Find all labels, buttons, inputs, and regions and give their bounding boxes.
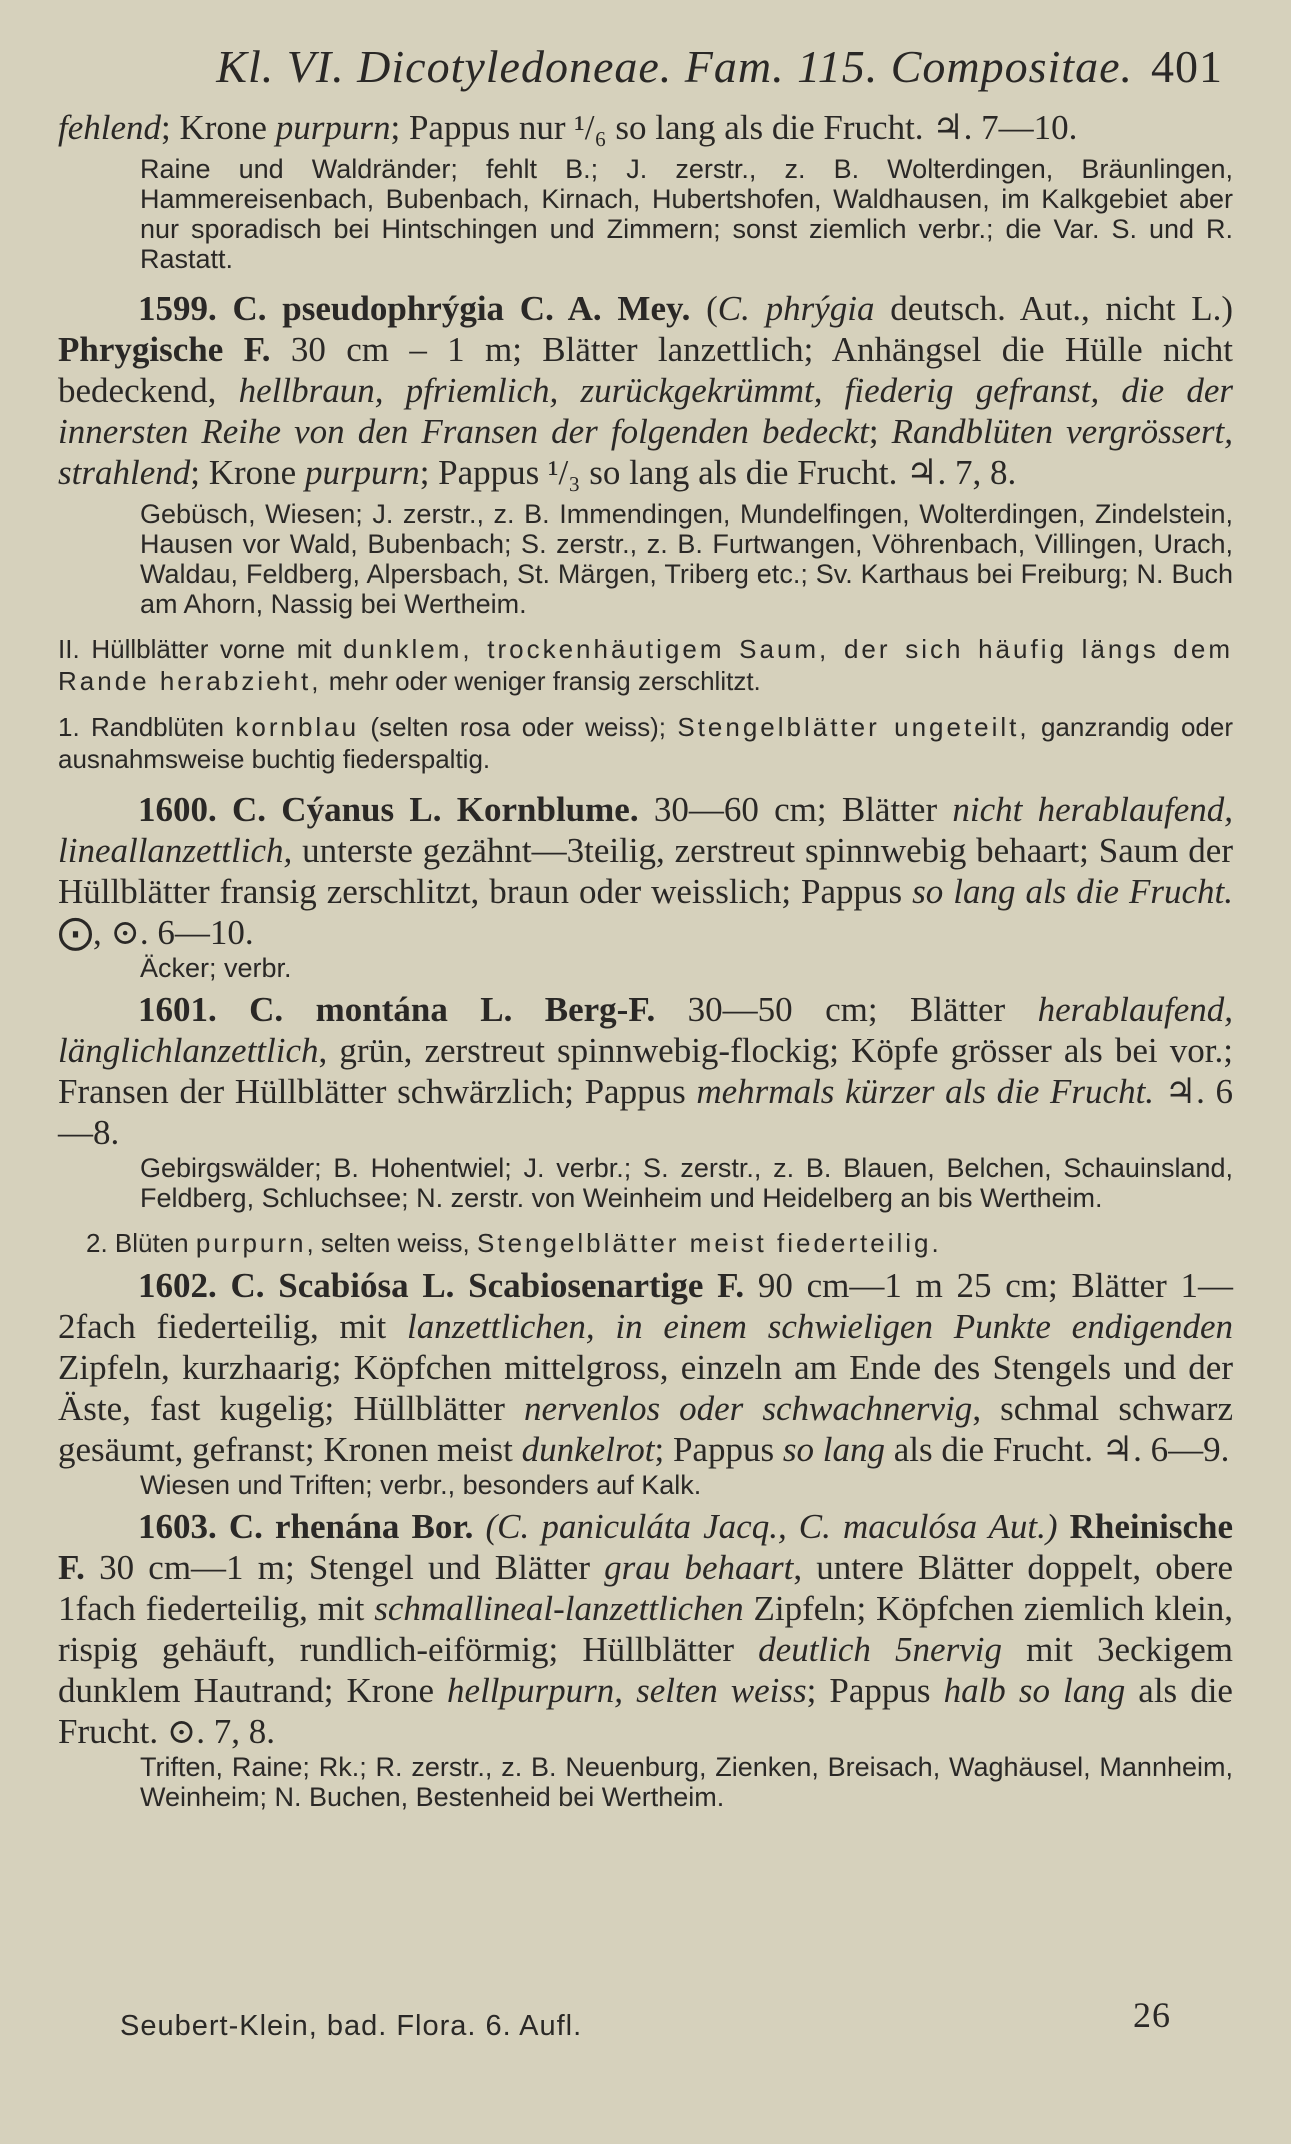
- common-name: Scabiosenartige F.: [468, 1266, 745, 1305]
- text-fragment: , schmal schwarz gesäumt, gefranst; Kronen meist: [58, 1389, 1233, 1469]
- key-lead-1: [58, 711, 1233, 775]
- habitat-note: Raine und Waldränder; fehlt B.; J. zerstr., z. B. Wolterdingen, Bräunlingen, Hammereisenbach, Bubenbach, Kirnach, Hubertshofen, Waldhausen, im Kalkgebiet aber nur sporadisch bei Hintschingen und Zimmern; sonst ziemlich verbr.; die Var. S. und R. Rastatt.: [140, 154, 1233, 274]
- text-fragment: 30—60 cm; Blätter: [638, 790, 953, 829]
- text-fragment: nicht herablaufend, lineallanzettlich,: [58, 790, 1234, 870]
- text-fragment: (selten rosa oder weiss);: [359, 712, 678, 742]
- species-name: C. pseudophrýgia C. A. Mey.: [232, 289, 691, 328]
- text-fragment: ; Krone: [161, 108, 276, 147]
- species-number: 1602.: [138, 1266, 217, 1305]
- text-fragment: ; Pappus nur ¹/₆ so lang als die Frucht. ♃. 7—10.: [390, 108, 1078, 147]
- species-number: 1599.: [138, 289, 217, 328]
- text-fragment: ⨀, ⊙. 6—10.: [58, 913, 254, 952]
- text-fragment: ;: [868, 412, 892, 451]
- species-name: C. Scabiósa L.: [230, 1266, 455, 1305]
- habitat-note: Äcker; verbr.: [140, 953, 292, 983]
- habitat-note: Triften, Raine; Rk.; R. zerstr., z. B. Neuenburg, Zienken, Breisach, Waghäusel, Mannheim, Weinheim; N. Buchen, Bestenheid bei Wertheim.: [140, 1752, 1233, 1812]
- species-entry-1603: [58, 1506, 1233, 1752]
- habitat-note: Wiesen und Triften; verbr., besonders auf Kalk.: [140, 1470, 702, 1500]
- text-fragment: ; Pappus: [806, 1671, 944, 1710]
- text-fragment: Zipfeln, kurzhaarig; Köpfchen mittelgross, einzeln am Ende des Stengels und der Äste, fast kugelig; Hüllblätter: [58, 1348, 1233, 1428]
- text-fragment: , grün, zerstreut spinnwebig-flockig; Köpfe grösser als bei vor.; Fransen der Hüllblätter schwärzlich; Pappus: [58, 1031, 1233, 1111]
- text-fragment: so lang als die Frucht.: [912, 872, 1233, 911]
- text-fragment: mit 3eckigem dunklem Hautrand; Krone: [58, 1630, 1233, 1710]
- text-fragment: ; Pappus ¹/₃ so lang als die Frucht. ♃. 7, 8.: [419, 453, 1017, 492]
- text-fragment: Randblüten vergrössert, strahlend: [58, 412, 1233, 492]
- text-fragment: dunklem, trockenhäutigem Saum, der sich häufig längs dem Rande herabzieht,: [58, 634, 1234, 696]
- text-fragment: purpurn: [304, 453, 420, 492]
- text-fragment: , selten weiss,: [306, 1228, 477, 1258]
- common-name: Rheinische F.: [58, 1507, 1234, 1587]
- text-fragment: 1. Randblüten: [58, 712, 236, 742]
- text-fragment: hellbraun, pfriemlich, zurückgekrümmt, fiederig gefranst, die der innersten Reihe von den Fransen der folgenden bedeckt: [58, 371, 1234, 451]
- text-fragment: 30—50 cm; Blätter: [655, 990, 1038, 1029]
- text-fragment: 90 cm—1 m 25 cm; Blätter 1—2fach fiederteilig, mit: [58, 1266, 1233, 1346]
- text-fragment: Stengelblätter meist fiederteilig.: [477, 1228, 942, 1258]
- text-fragment: fehlend: [58, 108, 162, 147]
- species-name: C. rhenána Bor.: [228, 1507, 474, 1546]
- text-fragment: deutsch. Aut., nicht L.): [874, 289, 1234, 328]
- text-fragment: als die Frucht. ⊙. 7, 8.: [58, 1671, 1233, 1751]
- key-lead-2: [58, 1227, 1233, 1259]
- text-fragment: Stengelblätter ungeteilt,: [677, 712, 1030, 742]
- header-title: Kl. VI. Dicotyledoneae. Fam. 115. Compositae.: [216, 41, 1133, 92]
- species-entry-1600: [58, 789, 1233, 953]
- synonym: (C. paniculáta Jacq., C. maculósa Aut.): [473, 1507, 1058, 1546]
- text-fragment: hellpurpurn, selten weiss: [447, 1671, 807, 1710]
- text-fragment: unterste gezähnt—3teilig, zerstreut spinnwebig behaart; Saum der Hüllblätter fransig zerschlitzt, braun oder weisslich; Pappus: [58, 831, 1233, 911]
- running-header: [58, 40, 1233, 93]
- text-fragment: 30 cm – 1 m; Blätter lanzettlich; Anhängsel die Hülle nicht bedeckend,: [58, 330, 1233, 410]
- species-entry-1599: [58, 288, 1233, 493]
- text-fragment: purpurn: [195, 1228, 307, 1258]
- text-fragment: kornblau: [235, 712, 360, 742]
- text-fragment: grau behaart: [604, 1548, 794, 1587]
- page-number: 401: [1151, 41, 1223, 92]
- text-fragment: Zipfeln; Köpfchen ziemlich klein, rispig gehäuft, rundlich-eiförmig; Hüllblätter: [58, 1589, 1233, 1669]
- species-name: C. montána L.: [249, 990, 513, 1029]
- text-fragment: als die Frucht. ♃. 6—9.: [884, 1430, 1230, 1469]
- text-fragment: lanzettlichen, in einem schwieligen Punkte endigenden: [407, 1307, 1233, 1346]
- species-entry-1602: [58, 1265, 1233, 1470]
- species-name: C. Cýanus L.: [232, 790, 442, 829]
- text-fragment: ganzrandig oder ausnahmsweise buchtig fiederspaltig.: [58, 712, 1234, 774]
- species-entry-1601: [58, 989, 1233, 1153]
- text-fragment: ; Krone: [190, 453, 305, 492]
- text-fragment: halb so lang: [943, 1671, 1126, 1710]
- signature-mark: 26: [1133, 1995, 1171, 2035]
- common-name: Phrygische F.: [58, 330, 271, 369]
- text-fragment: (: [690, 289, 718, 328]
- page-footer: [120, 1995, 1171, 2043]
- common-name: Berg-F.: [544, 990, 656, 1029]
- text-fragment: deutlich 5nervig: [758, 1630, 1002, 1669]
- text-fragment: herablaufend, länglichlanzettlich: [58, 990, 1233, 1070]
- text-fragment: 2. Blüten: [86, 1228, 196, 1258]
- common-name: Kornblume.: [456, 790, 639, 829]
- text-fragment: nervenlos oder schwachnervig: [524, 1389, 973, 1428]
- footer-imprint: Seubert-Klein, bad. Flora. 6. Aufl.: [120, 2010, 583, 2042]
- text-fragment: dunkelrot: [521, 1430, 655, 1469]
- text-fragment: , untere Blätter doppelt, obere 1fach fiederteilig, mit: [58, 1548, 1234, 1628]
- text-fragment: ♃. 6—8.: [58, 1072, 1233, 1152]
- text-fragment: II. Hüllblätter vorne mit: [58, 634, 344, 664]
- species-number: 1603.: [138, 1507, 217, 1546]
- habitat-note: Gebüsch, Wiesen; J. zerstr., z. B. Immendingen, Mundelfingen, Wolterdingen, Zindelstein, Hausen vor Wald, Bubenbach; S. zerstr., z. B. Furtwangen, Vöhrenbach, Villingen, Urach, Waldau, Feldberg, Alpersbach, St. Märgen, Triberg etc.; Sv. Karthaus bei Freiburg; N. Buch am Ahorn, Nassig bei Wertheim.: [140, 499, 1233, 619]
- text-fragment: ; Pappus: [654, 1430, 783, 1469]
- species-number: 1601.: [138, 990, 217, 1029]
- species-number: 1600.: [138, 790, 217, 829]
- text-fragment: so lang: [782, 1430, 885, 1469]
- text-fragment: mehr oder weniger fransig zerschlitzt.: [321, 666, 761, 696]
- habitat-note: Gebirgswälder; B. Hohentwiel; J. verbr.; S. zerstr., z. B. Blauen, Belchen, Schauinsland, Feldberg, Schluchsee; N. zerstr. von Weinheim und Heidelberg an bis Wertheim.: [140, 1153, 1233, 1213]
- text-fragment: mehrmals kürzer als die Frucht.: [696, 1072, 1155, 1111]
- synonym: C. phrýgia: [717, 289, 875, 328]
- text-fragment: schmallineal-lanzettlichen: [374, 1589, 744, 1628]
- continuation-text: [58, 107, 1233, 148]
- text-fragment: purpurn: [275, 108, 391, 147]
- key-lead-II: [58, 633, 1233, 697]
- text-fragment: 30 cm—1 m; Stengel und Blätter: [84, 1548, 605, 1587]
